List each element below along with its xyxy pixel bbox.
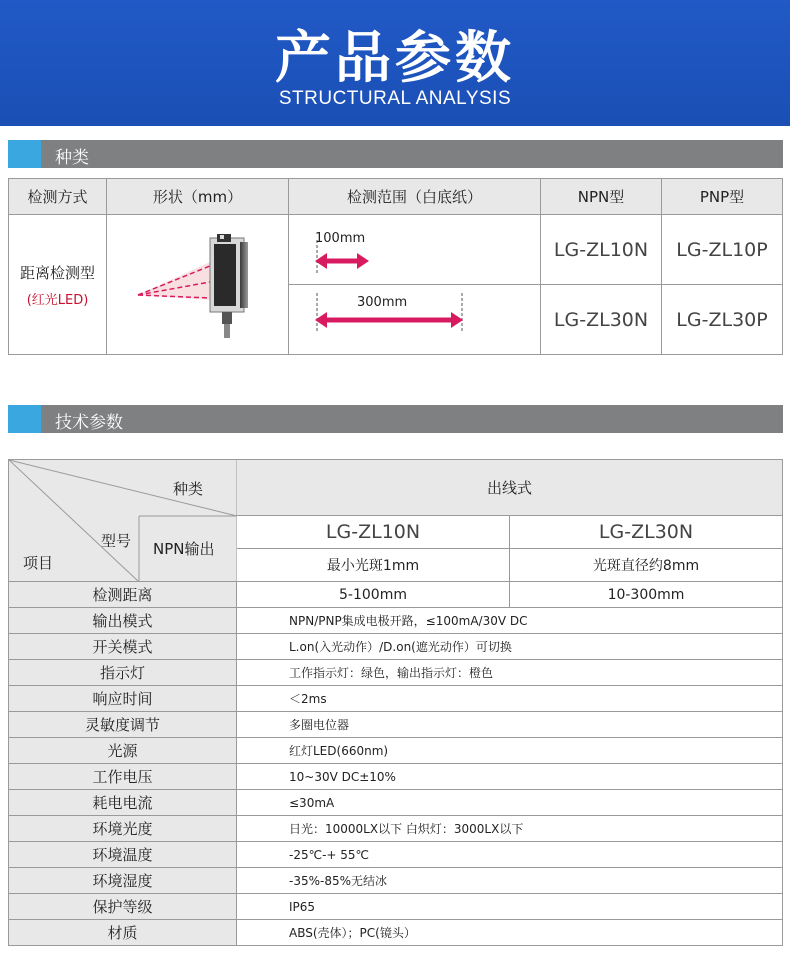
spec-model-10: LG-ZL10N: [237, 516, 510, 549]
section-accent: [8, 140, 41, 168]
page-title: 产品参数: [275, 26, 515, 91]
row-label: 环境温度: [9, 842, 237, 868]
section-title-specs: 技术参数: [55, 413, 123, 433]
row-value: 多圈电位器: [237, 712, 782, 738]
row-value: 10~30V DC±10%: [237, 764, 782, 790]
spot-size-30: 光斑直径约8mm: [510, 549, 782, 582]
corner-model-label: 型号: [101, 532, 132, 550]
row-label: 响应时间: [9, 686, 237, 712]
header-banner: [0, 0, 790, 126]
model-npn-30: LG-ZL30N: [541, 285, 662, 354]
spec-model-30: LG-ZL30N: [510, 516, 782, 549]
row-label: 环境湿度: [9, 868, 237, 894]
model-npn-10: LG-ZL10N: [541, 215, 662, 285]
corner-type-label: 种类: [173, 480, 204, 498]
row-label: 指示灯: [9, 660, 237, 686]
row-value: L.on(入光动作）/D.on(遮光动作）可切换: [237, 634, 782, 660]
corner-cell: [9, 460, 237, 582]
row-label: 灵敏度调节: [9, 712, 237, 738]
col-header-pnp: PNP型: [662, 179, 782, 215]
row-value: 工作指示灯：绿色，输出指示灯：橙色: [237, 660, 782, 686]
method-cell: [9, 215, 107, 354]
style-header: 出线式: [237, 460, 782, 516]
col-header-method: 检测方式: [9, 179, 107, 215]
row-label: 保护等级: [9, 894, 237, 920]
range-cell-30: [289, 285, 541, 354]
row-value: ≤30mA: [237, 790, 782, 816]
section-accent: [8, 405, 41, 433]
range-label-300: 300mm: [357, 295, 408, 310]
corner-output-label: NPN输出: [153, 540, 215, 558]
corner-item-label: 项目: [23, 554, 54, 572]
row-label: 环境光度: [9, 816, 237, 842]
row-label-distance: 检测距离: [9, 582, 237, 608]
range-label-100: 100mm: [315, 231, 366, 246]
row-value: ABS(壳体）；PC(镜头）: [289, 926, 416, 940]
row-label: 耗电电流: [9, 790, 237, 816]
row-value: -25℃-+ 55℃: [237, 842, 782, 868]
section-title-types: 种类: [55, 148, 89, 168]
row-label: 输出模式: [9, 608, 237, 634]
row-label: 光源: [9, 738, 237, 764]
range-arrow-300: [289, 285, 541, 354]
distance-10: 5-100mm: [237, 582, 510, 608]
row-value: 日光：10000LX以下 白炽灯：3000LX以下: [237, 816, 782, 842]
row-label: 开关模式: [9, 634, 237, 660]
spot-size-10: 最小光斑1mm: [237, 549, 510, 582]
row-value: IP65: [237, 894, 782, 920]
row-label: 工作电压: [9, 764, 237, 790]
distance-30: 10-300mm: [510, 582, 782, 608]
section-bar-types: [8, 140, 783, 168]
types-table: [8, 178, 783, 355]
row-label: 材质: [9, 920, 237, 945]
range-arrow-100: [289, 215, 541, 285]
row-value: NPN/PNP集成电极开路，≤100mA/30V DC: [237, 608, 782, 634]
section-bar-specs: [8, 405, 783, 433]
model-pnp-30: LG-ZL30P: [676, 308, 768, 331]
row-value: ＜2ms: [237, 686, 782, 712]
method-label: 距离检测型: [19, 263, 95, 282]
row-value: -35%-85%无结冰: [237, 868, 782, 894]
shape-cell: [107, 215, 289, 354]
model-pnp-10: LG-ZL10P: [662, 215, 782, 285]
method-note: (红光LED): [26, 292, 89, 308]
sensor-image: [118, 220, 278, 350]
col-header-range: 检测范围（白底纸）: [289, 179, 541, 215]
col-header-shape: 形状（mm）: [107, 179, 289, 215]
page-subtitle: STRUCTURAL ANALYSIS: [278, 88, 512, 109]
specs-table: [8, 459, 783, 946]
col-header-npn: NPN型: [541, 179, 662, 215]
range-cell-10: [289, 215, 541, 285]
row-value: 红灯LED(660nm): [237, 738, 782, 764]
